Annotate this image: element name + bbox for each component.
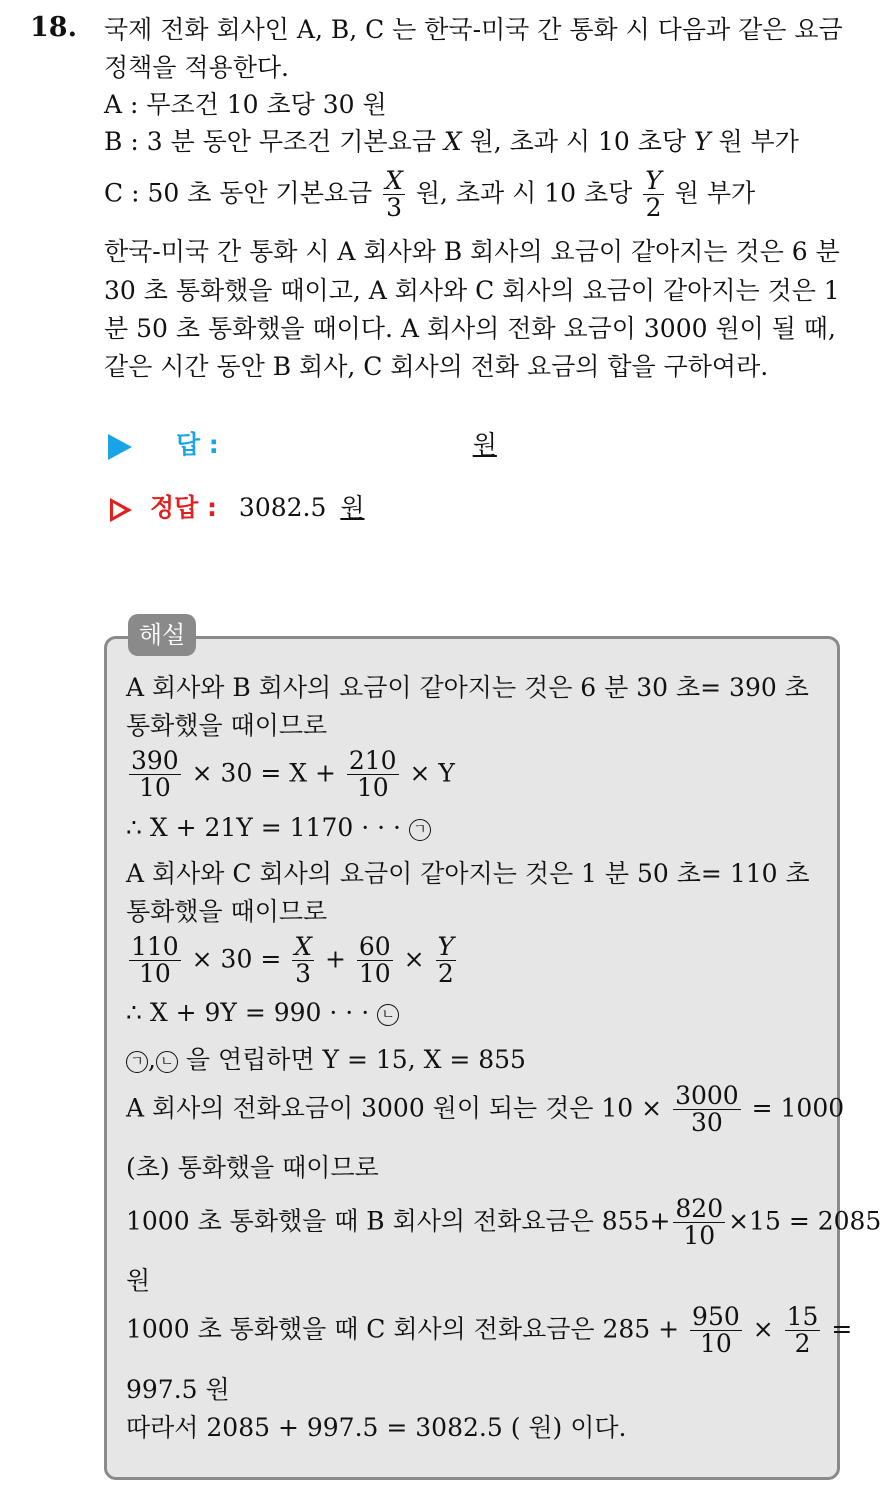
- answer-label: 답 :: [175, 430, 219, 459]
- question-body-4: 같은 시간 동안 B 회사, C 회사의 전화 요금의 합을 구하여라.: [104, 352, 769, 381]
- fraction-numerator: 15: [786, 1302, 819, 1331]
- fraction-numerator: 950: [692, 1302, 740, 1331]
- solution-line: 원: [126, 1266, 151, 1295]
- solution-line: 997.5 원: [126, 1375, 230, 1404]
- circled-label: ㄴ: [156, 1051, 178, 1073]
- option-a: A : 무조건 10 초당 30 원: [104, 90, 387, 119]
- question-number: 18.: [30, 12, 77, 43]
- solution-line: A 회사와 C 회사의 요금이 같아지는 것은 1 분 50 초= 110 초: [126, 859, 810, 888]
- solution-line: A 회사와 B 회사의 요금이 같아지는 것은 6 분 30 초= 390 초: [126, 673, 809, 702]
- equation-text: 을 연립하면 Y = 15, X = 855: [177, 1045, 526, 1074]
- fraction-denominator: 10: [358, 959, 391, 989]
- solution-tag: 해설: [128, 614, 196, 656]
- fraction-denominator: 2: [794, 1329, 811, 1359]
- equation-text: × Y: [401, 758, 455, 788]
- solution-line: ㄱ , ㄴ 을 연립하면 Y = 15, X = 855: [126, 1042, 526, 1078]
- fraction: [673, 1083, 741, 1137]
- play-triangle-icon: [108, 434, 132, 460]
- fraction-numerator: Y: [437, 932, 455, 961]
- solution-line: 통화했을 때이므로: [126, 711, 328, 740]
- correct-answer-row: [110, 488, 365, 524]
- solution-line: 따라서 2085 + 997.5 = 3082.5 ( 원) 이다.: [126, 1413, 627, 1442]
- fraction-denominator: 30: [690, 1108, 723, 1138]
- option-b-x: X: [443, 127, 462, 156]
- fraction-numerator: 60: [358, 932, 391, 961]
- solution-line: (초) 통화했을 때이므로: [126, 1153, 379, 1182]
- equation-text: × 30 =: [183, 944, 290, 974]
- circled-label: ㄱ: [126, 1051, 148, 1073]
- equation-text: ×: [395, 944, 433, 974]
- fraction: [785, 1304, 821, 1358]
- circled-label: ㄴ: [377, 1004, 399, 1026]
- answer-unit: 원: [472, 430, 497, 459]
- equation-3: [126, 934, 459, 988]
- solution-line: [126, 1196, 881, 1250]
- circled-label: ㄱ: [409, 819, 431, 841]
- fraction: [673, 1196, 725, 1250]
- equation-text: = 1000: [743, 1093, 845, 1123]
- fraction: [292, 934, 314, 988]
- fraction: [436, 934, 457, 988]
- correct-unit: 원: [340, 493, 365, 522]
- fraction-denominator: 3: [386, 193, 402, 223]
- option-b-y: Y: [694, 127, 711, 156]
- fraction-denominator: 2: [437, 959, 454, 989]
- fraction: [357, 934, 393, 988]
- equation-1: [126, 748, 455, 802]
- fraction-numerator: 110: [131, 932, 179, 961]
- option-c-pre: C : 50 초 동안 기본요금: [104, 178, 381, 208]
- question-body-2: 30 초 통화했을 때이고, A 회사와 C 회사의 요금이 같아지는 것은 1: [104, 276, 840, 305]
- option-b-pre: B : 3 분 동안 무조건 기본요금: [104, 127, 444, 156]
- equation-text: =: [823, 1314, 853, 1344]
- solution-line: [126, 1304, 852, 1358]
- question-line-1: 국제 전화 회사인 A, B, C 는 한국-미국 간 통화 시 다음과 같은 요금: [104, 15, 843, 44]
- fraction-denominator: 10: [138, 959, 171, 989]
- equation-text: 1000 초 통화했을 때 C 회사의 전화요금은 285 +: [126, 1314, 688, 1344]
- question-body-3: 분 50 초 통화했을 때이다. A 회사의 전화 요금이 3000 원이 될 때,: [104, 314, 836, 343]
- fraction-denominator: 2: [645, 193, 662, 223]
- fraction-denominator: 10: [138, 773, 171, 803]
- equation-text: +: [317, 944, 354, 974]
- option-c-post: 원 부가: [666, 178, 756, 208]
- correct-value: 3082.5: [238, 493, 327, 522]
- fraction-y-over-2: [643, 168, 664, 222]
- equation-text: × 30 = X +: [183, 758, 344, 788]
- fraction: [347, 748, 399, 802]
- equation-4: [126, 995, 399, 1031]
- option-c: [104, 168, 755, 222]
- equation-text: ×15 = 2085: [728, 1206, 882, 1236]
- fraction-denominator: 10: [683, 1221, 716, 1251]
- fraction: [129, 934, 181, 988]
- fraction: [690, 1304, 742, 1358]
- option-b-post: 원 부가: [710, 127, 799, 156]
- fraction-numerator: X: [294, 932, 313, 961]
- fraction: [129, 748, 181, 802]
- fraction-numerator: 390: [131, 746, 179, 775]
- equation-2: [126, 810, 431, 846]
- correct-label: 정답 :: [149, 493, 217, 522]
- answer-row: [108, 425, 497, 461]
- equation-text: ∴ X + 21Y = 1170 · · ·: [126, 813, 409, 842]
- equation-text: ∴ X + 9Y = 990 · · ·: [126, 998, 378, 1027]
- fraction-denominator: 10: [700, 1329, 732, 1359]
- solution-line: [126, 1083, 844, 1137]
- fraction-numerator: 3000: [675, 1081, 739, 1110]
- option-c-mid: 원, 초과 시 10 초당: [407, 178, 641, 208]
- solution-line: 통화했을 때이므로: [126, 897, 328, 926]
- question-body-1: 한국-미국 간 통화 시 A 회사와 B 회사의 요금이 같아지는 것은 6 분: [104, 237, 840, 266]
- option-b: [104, 124, 799, 160]
- fraction-denominator: 3: [295, 959, 312, 989]
- question-line-2: 정책을 적용한다.: [104, 53, 289, 82]
- equation-text: A 회사의 전화요금이 3000 원이 되는 것은 10 ×: [126, 1093, 671, 1123]
- equation-text: 1000 초 통화했을 때 B 회사의 전화요금은 855+: [126, 1206, 671, 1236]
- fraction-numerator: Y: [645, 166, 662, 195]
- equation-text: ×: [744, 1314, 782, 1344]
- outline-triangle-icon: [110, 498, 132, 522]
- option-b-mid: 원, 초과 시 10 초당: [461, 127, 694, 156]
- fraction-numerator: 210: [348, 746, 397, 775]
- fraction-numerator: X: [385, 166, 403, 195]
- fraction-numerator: 820: [675, 1194, 724, 1223]
- fraction-denominator: 10: [356, 773, 389, 803]
- fraction-x-over-3: [383, 168, 405, 222]
